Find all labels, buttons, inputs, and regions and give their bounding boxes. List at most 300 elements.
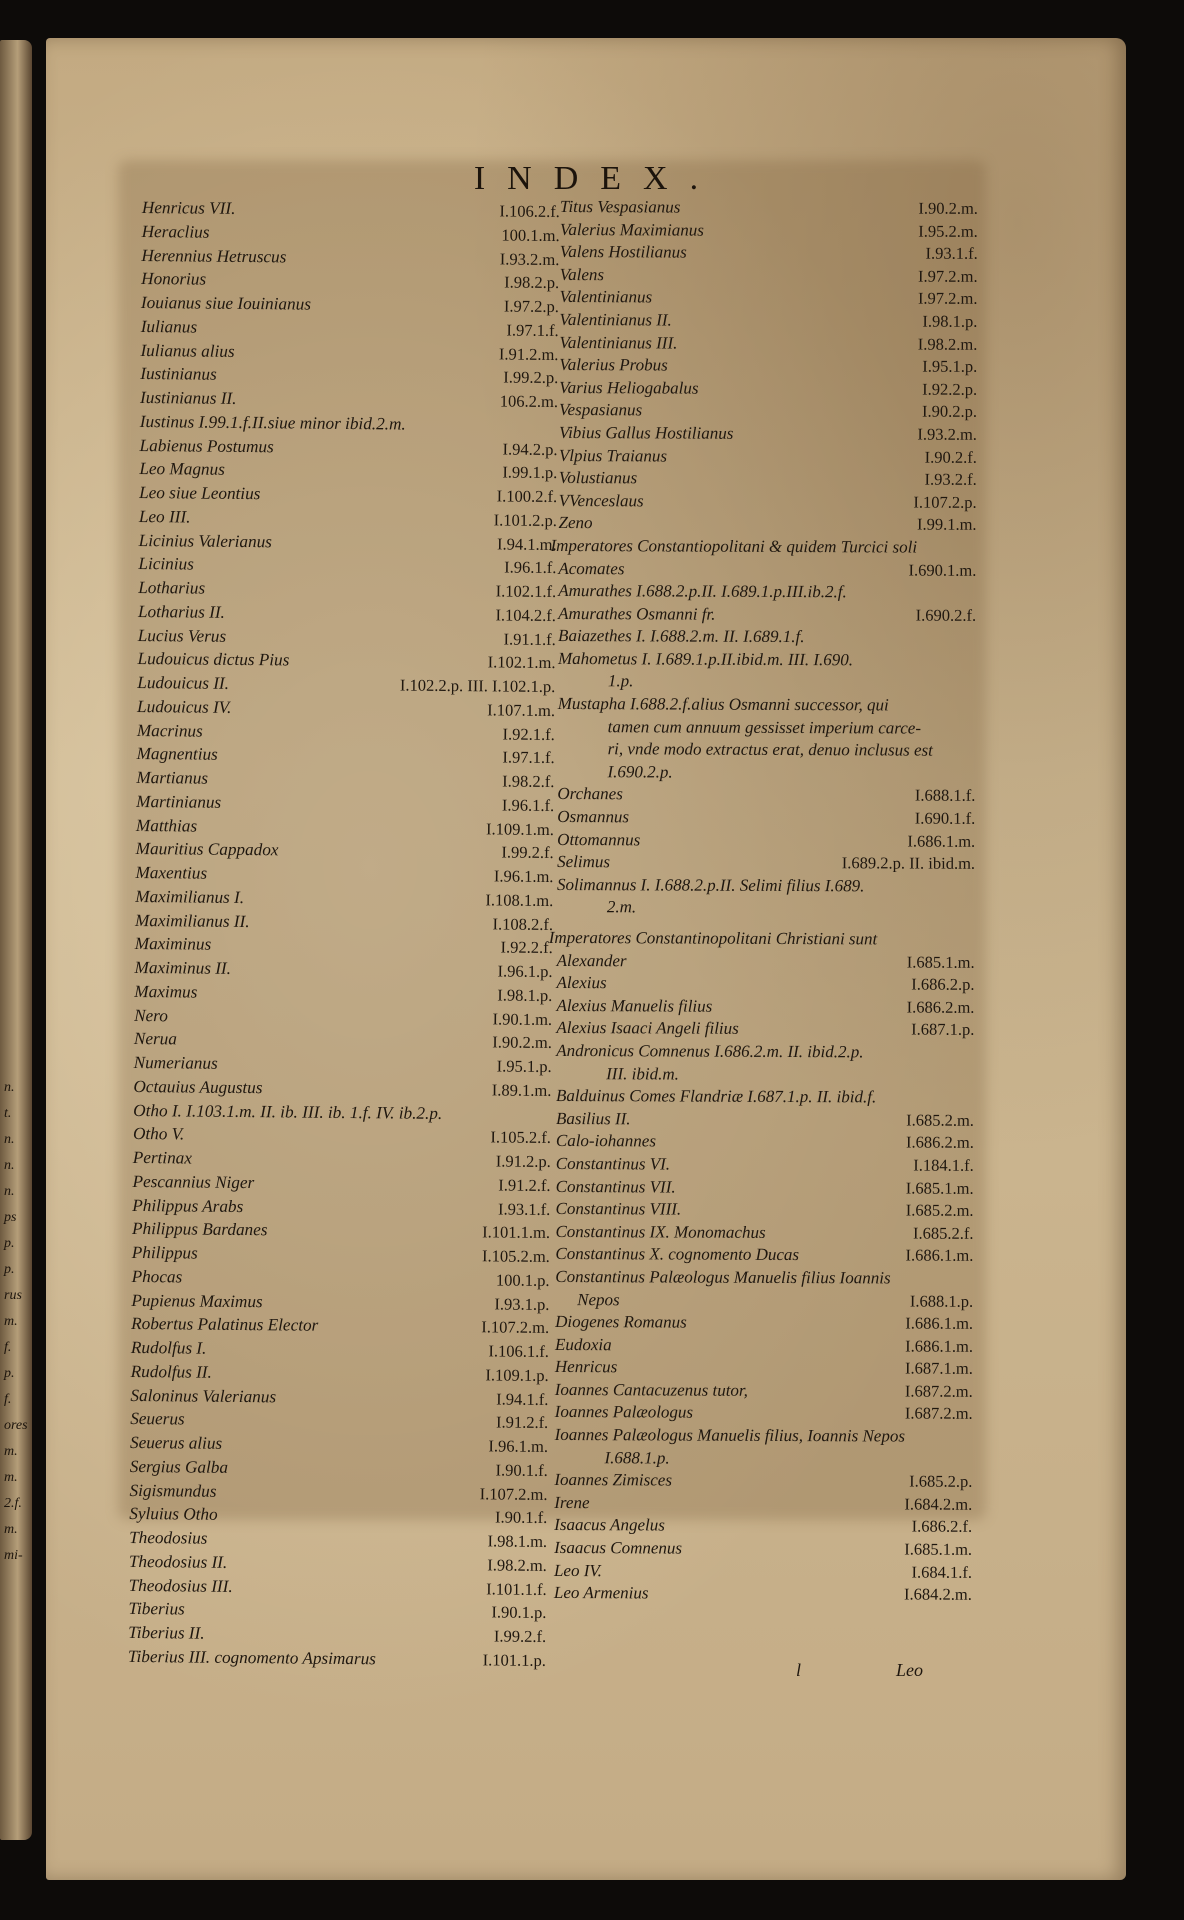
entry-reference: I.685.2.m.: [906, 1110, 975, 1130]
entry-name: Lotharius II.: [137, 601, 226, 622]
entry-reference: I.92.1.f.: [502, 723, 555, 744]
entry-name: Ludouicus dictus Pius: [137, 649, 290, 670]
entry-name: Maximilianus II.: [134, 910, 250, 931]
entry-name: Nerua: [133, 1029, 177, 1049]
entry-reference: I.101.2.p.: [493, 510, 557, 530]
margin-fragment: t.: [4, 1106, 12, 1121]
entry-name: Constantinus VII.: [555, 1176, 676, 1197]
index-entry: [554, 1514, 974, 1538]
entry-name: Licinius: [138, 554, 194, 574]
index-entry: [554, 1469, 974, 1493]
entry-reference: I.685.2.m.: [905, 1200, 974, 1220]
entry-name: Vespasianus: [559, 400, 643, 420]
entry-reference: I.685.1.m.: [904, 1539, 973, 1559]
index-entry: [557, 972, 977, 996]
entry-name: Martianus: [136, 767, 209, 788]
entry-name: Ioannes Zimisces: [554, 1470, 673, 1490]
entry-name: Isaacus Comnenus: [554, 1538, 683, 1558]
entry-reference: I.91.1.f.: [503, 628, 556, 649]
entry-name: Henricus: [554, 1357, 618, 1377]
entry-reference: I.690.1.f.: [914, 808, 976, 828]
entry-name: Mauritius Cappadox: [135, 839, 279, 860]
margin-fragment: rus: [4, 1288, 22, 1303]
entry-reference: I.93.2.m.: [917, 424, 978, 444]
entry-name: Sigismundus: [129, 1480, 217, 1501]
entry-name: Leo Magnus: [139, 459, 225, 480]
entry-reference: I.685.2.f.: [912, 1223, 974, 1243]
entry-reference: I.101.1.f.: [486, 1578, 547, 1599]
index-entry: [556, 1198, 976, 1222]
index-entry: [139, 528, 559, 556]
index-entry: [559, 354, 979, 378]
entry-name: Philippus: [131, 1242, 198, 1263]
entry-reference: I.94.2.p.: [502, 438, 558, 459]
index-entry: [555, 1356, 975, 1380]
entry-name: Maximilianus I.: [135, 886, 245, 907]
entry-name: Ludouicus IV.: [137, 696, 232, 717]
entry-continuation: ri, vnde modo extractus erat, denuo inclusus est: [607, 739, 933, 760]
entry-reference: I.685.2.p.: [909, 1471, 973, 1492]
entry-name: Robertus Palatinus Elector: [131, 1314, 319, 1335]
entry-name: Tiberius II.: [128, 1622, 205, 1643]
entry-reference: I.102.1.m.: [487, 652, 556, 673]
index-entry: [558, 648, 978, 672]
index-entry: [555, 1334, 975, 1358]
entry-reference: I.98.2.f.: [502, 771, 555, 791]
index-entry: [554, 1582, 974, 1606]
entry-name: Theodosius: [129, 1527, 208, 1548]
entry-name: Iulianus alius: [140, 340, 235, 361]
index-entry: [133, 1098, 553, 1126]
index-entry: [555, 1379, 975, 1403]
entry-name: Iouianus siue Iouinianus: [140, 292, 312, 314]
entry-name: Martinianus: [136, 791, 222, 812]
entry-name: VVenceslaus: [558, 490, 644, 511]
margin-fragment: ores: [4, 1418, 28, 1433]
entry-name: Mahometus I. I.689.1.p.II.ibid.m. III. I.690.: [557, 648, 854, 670]
entry-name: Osmannus: [557, 807, 630, 827]
margin-fragment: m.: [4, 1444, 18, 1459]
index-entry: [560, 196, 980, 220]
entry-name: Mustapha I.688.2.f.alius Osmanni successor, qui: [557, 694, 889, 715]
entry-name: Otho V.: [132, 1124, 185, 1144]
entry-reference: I.98.2.m.: [487, 1555, 547, 1575]
entry-reference: I.109.1.m.: [486, 818, 555, 839]
entry-name: Lucius Verus: [137, 625, 227, 646]
index-entry: [560, 219, 980, 243]
entry-reference: I.686.2.m.: [905, 1132, 974, 1153]
index-entry: [555, 1221, 975, 1245]
entry-name: Volustianus: [558, 468, 638, 488]
index-entry: [557, 950, 977, 974]
entry-name: Nero: [134, 1005, 168, 1025]
entry-name: Selimus: [557, 852, 611, 872]
entry-reference: I.101.1.m.: [482, 1222, 551, 1243]
entry-name: Ioannes Palæologus: [554, 1402, 694, 1423]
entry-reference: I.93.1.f.: [497, 1198, 551, 1219]
entry-reference: I.90.1.f.: [494, 1507, 548, 1528]
index-entry: [554, 1537, 974, 1561]
entry-name: Alexius: [556, 973, 607, 993]
entry-reference: I.107.2.m.: [481, 1317, 550, 1338]
index-entry: [559, 399, 979, 423]
entry-reference: I.96.1.f.: [504, 557, 557, 578]
index-entry: [555, 1288, 975, 1312]
margin-fragment: f.: [4, 1340, 12, 1355]
index-entry: [559, 490, 979, 514]
index-entry: [130, 1383, 550, 1411]
entry-name: Constantinus VI.: [555, 1153, 671, 1174]
index-entry: [556, 1153, 976, 1177]
previous-page-edge: [0, 40, 32, 1840]
index-entry: [558, 603, 978, 627]
entry-name: Labienus Postumus: [139, 435, 274, 456]
entry-name: Tiberius: [128, 1599, 185, 1619]
entry-name: Alexius Isaaci Angeli filius: [556, 1018, 739, 1039]
entry-name: Philippus Arabs: [132, 1195, 244, 1216]
entry-reference: I.89.1.m.: [491, 1080, 552, 1100]
entry-name: Valerius Probus: [559, 355, 668, 375]
entry-name: Rudolfus II.: [130, 1361, 212, 1382]
entry-name: Valentinianus II.: [559, 309, 672, 330]
entry-reference: I.106.2.f.: [499, 201, 560, 222]
entry-name: Theodosius III.: [128, 1575, 233, 1596]
entry-name: Lotharius: [138, 577, 206, 598]
entry-name: Leo III.: [138, 506, 191, 527]
entry-reference: I.93.1.f.: [925, 243, 978, 264]
entry-name: Ottomannus: [557, 829, 641, 849]
entry-name: Solimannus I. I.688.2.p.II. Selimi filius I.689.: [556, 874, 865, 896]
entry-name: Alexius Manuelis filius: [556, 995, 713, 1016]
index-entry: [557, 874, 977, 898]
entry-name: Constantinus Palæologus Manuelis filius Ioannis: [555, 1266, 891, 1288]
entry-reference: I.109.1.p.: [485, 1365, 549, 1385]
margin-fragment: m.: [4, 1470, 18, 1485]
entry-name: Saloninus Valerianus: [130, 1385, 277, 1406]
index-entry: [556, 1085, 976, 1109]
entry-name: Pupienus Maximus: [131, 1290, 263, 1311]
entry-reference: I.105.2.m.: [481, 1246, 550, 1266]
entry-name: Herennius Hetruscus: [141, 245, 287, 266]
entry-reference: I.184.1.f.: [913, 1155, 974, 1175]
entry-name: Leo siue Leontius: [139, 482, 261, 504]
entry-name: Syluius Otho: [129, 1504, 218, 1525]
margin-fragment: n.: [4, 1184, 15, 1199]
entry-reference: I.90.2.m.: [918, 198, 978, 218]
entry-reference: I.92.2.f.: [500, 937, 553, 958]
entry-reference: I.687.2.m.: [904, 1403, 973, 1424]
index-entry: [559, 467, 979, 491]
entry-reference: I.684.2.m.: [904, 1494, 973, 1514]
catchword: Leo: [896, 1660, 923, 1680]
entry-name: Tiberius III. cognomento Apsimarus: [127, 1646, 377, 1669]
entry-reference: I.95.1.p.: [922, 356, 978, 376]
entry-name: Varius Heliogabalus: [559, 377, 699, 398]
entry-reference: I.90.2.f.: [924, 447, 977, 467]
entry-name: Leo IV.: [553, 1560, 602, 1580]
margin-fragment: mi-: [4, 1548, 23, 1563]
index-entry: [560, 286, 980, 310]
entry-continuation: I.690.2.p.: [607, 762, 673, 782]
entry-name: Baiazethes I. I.688.2.m. II. I.689.1.f.: [558, 626, 805, 647]
entry-name: Maxentius: [135, 862, 208, 883]
index-entry: [129, 1573, 549, 1601]
entry-name: Iustinianus: [140, 364, 217, 384]
index-entry: [556, 995, 976, 1019]
entry-name: Pescannius Niger: [132, 1171, 255, 1192]
entry-reference: 106.2.m.: [499, 391, 559, 412]
margin-fragment: n.: [4, 1158, 15, 1173]
entry-reference: I.101.1.p.: [482, 1650, 547, 1670]
entry-reference: I.94.1.m.: [496, 533, 557, 554]
entry-name: Henricus VII.: [141, 197, 236, 218]
entry-reference: I.99.2.f.: [493, 1626, 547, 1646]
index-entry: [559, 377, 979, 401]
entry-reference: I.91.2.f.: [498, 1175, 551, 1195]
section-heading-christian: Imperatores Constantinopolitani Christiani sunt: [548, 927, 878, 949]
entry-name: Maximinus II.: [134, 957, 232, 978]
entry-reference: I.97.2.m.: [918, 266, 978, 286]
entry-name: Ioannes Cantacuzenus tutor,: [554, 1379, 748, 1400]
entry-reference: I.98.1.m.: [487, 1531, 548, 1551]
entry-name: Matthias: [135, 815, 198, 836]
entry-reference: I.687.1.m.: [905, 1358, 973, 1379]
index-entry: [556, 1017, 976, 1041]
index-entry: [560, 264, 980, 288]
entry-reference: I.690.1.m.: [908, 560, 977, 580]
entry-name: Basilius II.: [555, 1108, 631, 1129]
entry-name: Ludouicus II.: [137, 672, 230, 693]
entry-reference: I.91.2.f.: [495, 1412, 549, 1433]
entry-name: Amurathes Osmanni fr.: [558, 603, 716, 624]
entry-name: Constantinus VIII.: [555, 1199, 682, 1219]
entry-reference: I.97.1.f.: [506, 320, 559, 340]
entry-reference: I.106.1.f.: [488, 1341, 550, 1361]
entry-reference: I.689.2.p. II. ibid.m.: [841, 853, 976, 874]
entry-name: Heraclius: [141, 221, 210, 242]
entry-name: Alexander: [556, 950, 627, 970]
entry-name: Seuerus: [130, 1409, 185, 1429]
entry-name: Valens Hostilianus: [559, 242, 687, 262]
entry-name: Macrinus: [136, 720, 203, 741]
index-entry: [554, 1492, 974, 1516]
index-entry: [559, 512, 979, 536]
index-entry: [559, 309, 979, 333]
entry-name: Valerius Maximianus: [559, 219, 704, 240]
entry-reference: I.686.1.m.: [907, 831, 976, 851]
entry-reference: I.99.2.p.: [503, 367, 559, 388]
entry-continuation: tamen cum annuum gessisset imperium carce-: [607, 716, 922, 738]
index-entry: [559, 422, 979, 446]
entry-continuation: I.688.1.p.: [604, 1447, 670, 1468]
entry-reference: 100.1.p.: [495, 1270, 550, 1290]
entry-reference: I.96.1.m.: [493, 866, 554, 886]
entry-reference: I.99.1.m.: [916, 514, 977, 535]
entry-name: Irene: [554, 1492, 590, 1512]
entry-name: Constantinus X. cognomento Ducas: [555, 1244, 800, 1265]
entry-reference: I.108.1.m.: [485, 890, 554, 910]
entry-name: Amurathes I.688.2.p.II. I.689.1.p.III.ib.2.f.: [558, 581, 847, 602]
index-entry: [556, 1108, 976, 1132]
entry-reference: I.107.2.m.: [479, 1483, 548, 1504]
entry-reference: I.688.1.f.: [914, 785, 976, 806]
index-entry: [556, 1040, 976, 1064]
entry-reference: I.97.2.p.: [503, 296, 560, 317]
entry-reference: 100.1.m.: [501, 225, 560, 245]
index-entry: [555, 1424, 975, 1448]
entry-name: Phocas: [131, 1266, 183, 1287]
entry-reference: I.100.2.f.: [496, 486, 558, 506]
entry-reference: I.93.1.p.: [494, 1293, 550, 1314]
entry-reference: I.99.2.f.: [501, 842, 554, 863]
entry-reference: I.90.1.m.: [492, 1008, 553, 1029]
margin-fragment: p.: [4, 1262, 15, 1277]
index-entry: [555, 1266, 975, 1290]
entry-name: Rudolfus I.: [130, 1337, 207, 1358]
entry-name: Numerianus: [133, 1052, 218, 1073]
entry-name: Philippus Bardanes: [131, 1219, 268, 1240]
entry-name: Iustinus I.99.1.f.II.siue minor ibid.2.m.: [139, 411, 406, 434]
margin-fragment: m.: [4, 1522, 18, 1537]
entry-reference: I.685.1.m.: [905, 1178, 974, 1198]
entry-name: Calo-iohannes: [555, 1131, 657, 1151]
entry-reference: I.90.1.p.: [491, 1602, 547, 1623]
entry-reference: I.93.2.f.: [924, 469, 977, 489]
entry-reference: I.98.2.m.: [917, 334, 978, 354]
right-index-column: [548, 196, 980, 1607]
entry-name: Vibius Gallus Hostilianus: [558, 422, 734, 443]
entry-reference: I.91.2.p.: [495, 1151, 551, 1171]
entry-name: Honorius: [141, 269, 207, 289]
entry-reference: I.684.1.f.: [911, 1562, 973, 1582]
entry-name: Balduinus Comes Flandriæ I.687.1.p. II. ibid.f.: [556, 1086, 877, 1107]
index-entry: [555, 1243, 975, 1267]
index-entry: [136, 790, 556, 818]
index-entry: [557, 806, 977, 830]
entry-name: Pertinax: [132, 1147, 193, 1168]
entry-name: Valentinianus: [559, 287, 653, 307]
entry-reference: I.92.2.p.: [922, 379, 978, 399]
entry-name: Titus Vespasianus: [559, 196, 681, 217]
index-entry: [558, 625, 978, 649]
margin-fragment: 2.f.: [4, 1496, 22, 1511]
margin-fragment: p.: [4, 1236, 15, 1251]
entry-reference: I.686.2.p.: [911, 974, 975, 995]
entry-name: Magnentius: [136, 744, 218, 765]
section-heading-turkish: Imperatores Constantiopolitani & quidem Turcici soli: [550, 535, 918, 557]
index-entry: [556, 1176, 976, 1200]
entry-reference: I.90.2.m.: [492, 1032, 552, 1053]
signature-mark: l: [796, 1660, 802, 1680]
entry-reference: I.95.2.m.: [918, 221, 978, 241]
entry-name: Octauius Augustus: [133, 1076, 263, 1097]
entry-name: Orchanes: [557, 784, 623, 804]
entry-reference: I.104.2.f.: [495, 605, 557, 625]
entry-reference: I.98.1.p.: [497, 985, 553, 1005]
entry-reference: I.688.1.p.: [909, 1291, 974, 1311]
entry-reference: I.687.2.m.: [904, 1381, 973, 1401]
page-title: INDEX.: [473, 160, 721, 197]
entry-name: Valentinianus III.: [559, 332, 678, 353]
entry-name: Maximinus: [134, 934, 212, 954]
entry-reference: I.90.2.p.: [922, 401, 978, 422]
entry-name: Theodosius II.: [128, 1551, 228, 1572]
entry-reference: I.99.1.p.: [502, 462, 558, 483]
entry-continuation: 1.p.: [607, 671, 634, 691]
entry-name: Eudoxia: [554, 1334, 612, 1354]
entry-name: Iulianus: [140, 316, 198, 337]
entry-reference: I.686.2.f.: [911, 1516, 973, 1537]
entry-name: Vlpius Traianus: [558, 445, 668, 466]
margin-fragment: n.: [4, 1080, 15, 1095]
entry-reference: I.94.1.f.: [496, 1388, 549, 1409]
entry-reference: I.687.1.p.: [911, 1019, 975, 1040]
entry-name: Licinius Valerianus: [138, 530, 273, 551]
entry-reference: I.98.2.p.: [504, 272, 560, 293]
entry-name: Seuerus alius: [129, 1432, 223, 1453]
entry-reference: I.95.1.p.: [496, 1056, 552, 1076]
entry-reference: I.97.2.m.: [917, 288, 978, 309]
entry-name: Otho I. I.103.1.m. II. ib. III. ib. 1.f. IV. ib.2.p.: [133, 1100, 443, 1123]
index-entry: [559, 332, 979, 356]
entry-reference: I.90.1.f.: [495, 1460, 548, 1480]
entry-continuation: 2.m.: [606, 897, 637, 917]
entry-name: Diogenes Romanus: [555, 1312, 687, 1332]
index-entry: [134, 956, 554, 984]
margin-fragment: ps: [4, 1210, 17, 1225]
index-entry: [139, 481, 559, 509]
entry-name: Sergius Galba: [129, 1456, 229, 1477]
entry-name: Ioannes Palæologus Manuelis filius, Ioannis Nepos: [554, 1425, 906, 1446]
entry-name: Acomates: [558, 558, 625, 578]
entry-reference: I.107.1.m.: [487, 700, 556, 720]
margin-fragment: p.: [4, 1366, 15, 1381]
margin-fragment: m.: [4, 1314, 18, 1329]
entry-name: Nepos: [577, 1289, 620, 1309]
entry-reference: I.686.1.m.: [905, 1313, 974, 1333]
entry-reference: I.102.1.f.: [495, 581, 557, 601]
entry-reference: I.91.2.m.: [498, 343, 559, 364]
index-entry: [141, 291, 561, 319]
index-entry: [554, 1560, 974, 1584]
margin-fragment: n.: [4, 1132, 15, 1147]
index-entry: [557, 829, 977, 853]
entry-reference: I.102.2.p. III. I.102.1.p.: [399, 675, 556, 696]
index-entry: [560, 241, 980, 265]
entry-reference: I.93.2.m.: [499, 248, 560, 269]
entry-reference: I.107.2.p.: [913, 492, 977, 512]
entry-reference: I.96.1.f.: [501, 795, 555, 815]
index-entry: [558, 580, 978, 604]
entry-name: Leo Armenius: [553, 1583, 649, 1603]
index-entry: [559, 445, 979, 469]
entry-reference: I.98.1.p.: [922, 311, 978, 331]
index-entry: [134, 980, 554, 1008]
index-entry: [128, 1645, 548, 1673]
entry-reference: I.108.2.f.: [492, 913, 554, 934]
index-entry: [555, 1311, 975, 1335]
entry-reference: I.686.1.m.: [905, 1336, 974, 1356]
entry-reference: I.686.1.m.: [905, 1245, 974, 1266]
entry-name: Maximus: [134, 981, 198, 1002]
entry-reference: I.684.2.m.: [904, 1584, 972, 1605]
index-entry: [558, 557, 978, 581]
entry-reference: I.96.1.p.: [497, 961, 553, 981]
left-index-column: [128, 196, 562, 1672]
entry-reference: I.96.1.m.: [488, 1436, 549, 1456]
entry-name: Isaacus Angelus: [554, 1515, 665, 1535]
entry-name: Andronicus Comnenus I.686.2.m. II. ibid.2.p.: [556, 1040, 864, 1062]
